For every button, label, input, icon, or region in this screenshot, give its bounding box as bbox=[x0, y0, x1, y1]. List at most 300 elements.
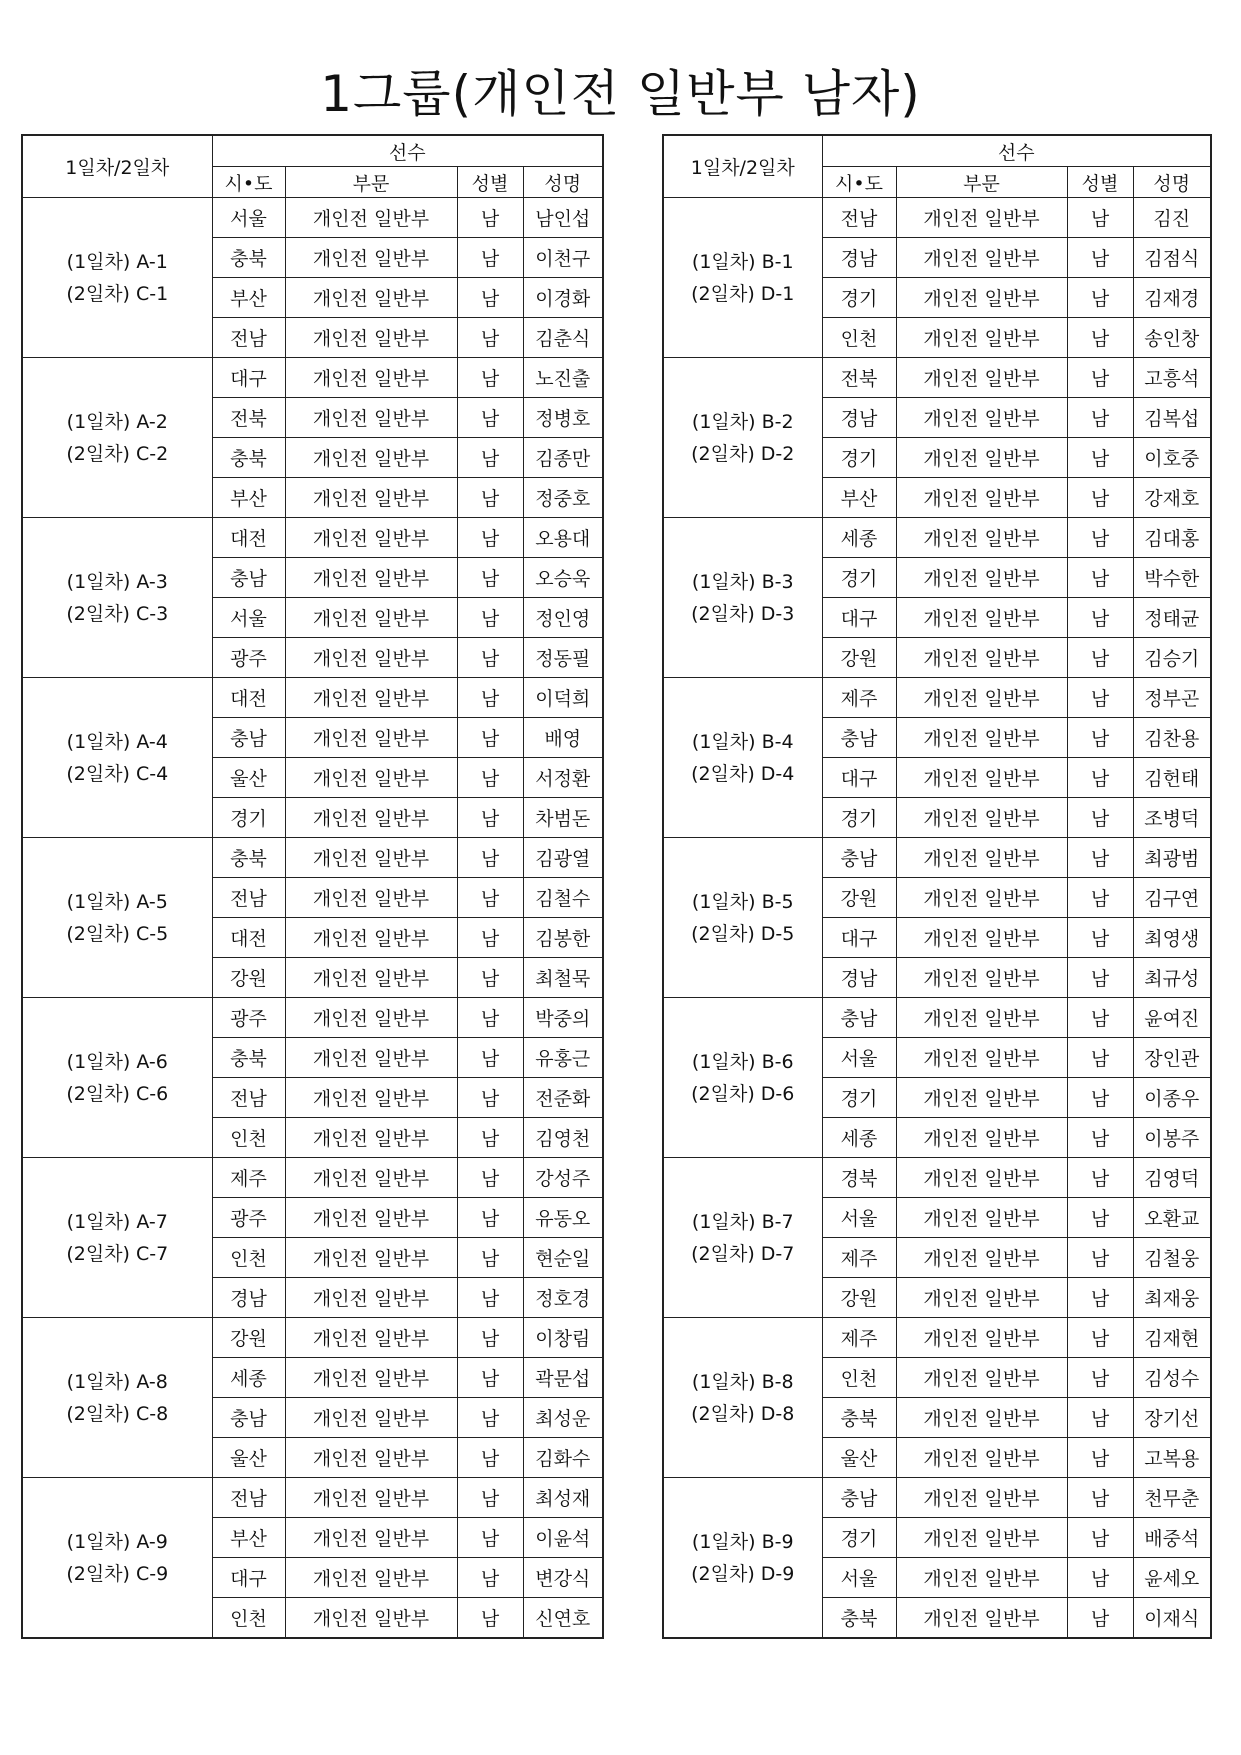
cell-gender: 남 bbox=[1067, 1278, 1133, 1318]
cell-name: 정병호 bbox=[523, 398, 603, 438]
day2-group-label: (2일차) D-9 bbox=[691, 1562, 795, 1585]
cell-name: 김광열 bbox=[523, 838, 603, 878]
cell-gender: 남 bbox=[457, 478, 523, 518]
cell-gender: 남 bbox=[457, 198, 523, 238]
cell-name: 최영생 bbox=[1133, 918, 1211, 958]
cell-region: 충남 bbox=[822, 718, 896, 758]
cell-division: 개인전 일반부 bbox=[285, 1438, 457, 1478]
cell-name: 차범돈 bbox=[523, 798, 603, 838]
match-group-cell bbox=[22, 678, 212, 838]
cell-gender: 남 bbox=[457, 318, 523, 358]
cell-region: 충남 bbox=[212, 718, 285, 758]
page-title: 1그룹(개인전 일반부 남자) bbox=[320, 65, 921, 123]
cell-name: 김춘식 bbox=[523, 318, 603, 358]
cell-gender: 남 bbox=[457, 958, 523, 998]
cell-region: 울산 bbox=[212, 1438, 285, 1478]
cell-division: 개인전 일반부 bbox=[896, 438, 1067, 478]
table-row bbox=[663, 998, 1211, 1038]
day1-group-label: (1일차) B-3 bbox=[691, 570, 794, 593]
cell-gender: 남 bbox=[457, 1078, 523, 1118]
cell-division: 개인전 일반부 bbox=[285, 278, 457, 318]
cell-region: 울산 bbox=[212, 758, 285, 798]
cell-region: 대구 bbox=[212, 1558, 285, 1598]
cell-gender: 남 bbox=[457, 438, 523, 478]
cell-gender: 남 bbox=[1067, 1038, 1133, 1078]
table-row bbox=[663, 1318, 1211, 1358]
cell-gender: 남 bbox=[457, 878, 523, 918]
cell-region: 서울 bbox=[822, 1198, 896, 1238]
header-player: 선수 bbox=[212, 135, 603, 167]
cell-division: 개인전 일반부 bbox=[896, 358, 1067, 398]
cell-region: 경기 bbox=[822, 1518, 896, 1558]
cell-gender: 남 bbox=[457, 1118, 523, 1158]
match-group-cell bbox=[22, 1318, 212, 1478]
cell-gender: 남 bbox=[457, 998, 523, 1038]
cell-division: 개인전 일반부 bbox=[285, 998, 457, 1038]
cell-division: 개인전 일반부 bbox=[896, 1198, 1067, 1238]
cell-gender: 남 bbox=[1067, 198, 1133, 238]
cell-gender: 남 bbox=[1067, 798, 1133, 838]
cell-gender: 남 bbox=[457, 1038, 523, 1078]
cell-region: 울산 bbox=[822, 1438, 896, 1478]
cell-name: 오환교 bbox=[1133, 1198, 1211, 1238]
cell-region: 경남 bbox=[822, 958, 896, 998]
cell-name: 김봉한 bbox=[523, 918, 603, 958]
table-row bbox=[22, 358, 603, 398]
cell-gender: 남 bbox=[1067, 838, 1133, 878]
cell-gender: 남 bbox=[457, 558, 523, 598]
day2-group-label: (2일차) C-6 bbox=[66, 1082, 169, 1105]
cell-name: 박수한 bbox=[1133, 558, 1211, 598]
cell-gender: 남 bbox=[1067, 478, 1133, 518]
cell-division: 개인전 일반부 bbox=[285, 1558, 457, 1598]
cell-name: 오승욱 bbox=[523, 558, 603, 598]
cell-gender: 남 bbox=[457, 758, 523, 798]
cell-gender: 남 bbox=[1067, 918, 1133, 958]
match-group-cell bbox=[22, 358, 212, 518]
match-group-cell bbox=[663, 1158, 822, 1318]
cell-gender: 남 bbox=[1067, 1238, 1133, 1278]
day1-group-label: (1일차) B-1 bbox=[691, 250, 794, 273]
day2-group-label: (2일차) C-5 bbox=[66, 922, 169, 945]
cell-name: 김찬용 bbox=[1133, 718, 1211, 758]
cell-name: 김헌태 bbox=[1133, 758, 1211, 798]
cell-division: 개인전 일반부 bbox=[285, 1158, 457, 1198]
day1-group-label: (1일차) B-7 bbox=[691, 1210, 794, 1233]
right-table-body bbox=[663, 198, 1211, 1639]
cell-region: 부산 bbox=[212, 478, 285, 518]
cell-division: 개인전 일반부 bbox=[896, 1558, 1067, 1598]
cell-division: 개인전 일반부 bbox=[896, 1518, 1067, 1558]
cell-gender: 남 bbox=[1067, 878, 1133, 918]
cell-region: 서울 bbox=[822, 1038, 896, 1078]
cell-region: 대구 bbox=[822, 758, 896, 798]
cell-region: 강원 bbox=[822, 1278, 896, 1318]
cell-division: 개인전 일반부 bbox=[285, 1398, 457, 1438]
day1-group-label: (1일차) B-8 bbox=[691, 1370, 794, 1393]
cell-name: 최규성 bbox=[1133, 958, 1211, 998]
header-division: 부문 bbox=[285, 167, 457, 198]
cell-gender: 남 bbox=[457, 1238, 523, 1278]
header-name: 성명 bbox=[1133, 167, 1211, 198]
cell-name: 장기선 bbox=[1133, 1398, 1211, 1438]
cell-name: 천무춘 bbox=[1133, 1478, 1211, 1518]
cell-division: 개인전 일반부 bbox=[285, 718, 457, 758]
cell-region: 인천 bbox=[822, 318, 896, 358]
right-roster-table bbox=[662, 134, 1212, 1639]
cell-gender: 남 bbox=[1067, 238, 1133, 278]
cell-division: 개인전 일반부 bbox=[896, 878, 1067, 918]
cell-region: 충남 bbox=[212, 558, 285, 598]
day2-group-label: (2일차) C-8 bbox=[66, 1402, 169, 1425]
cell-gender: 남 bbox=[1067, 318, 1133, 358]
day2-group-label: (2일차) D-5 bbox=[691, 922, 795, 945]
cell-gender: 남 bbox=[1067, 438, 1133, 478]
cell-division: 개인전 일반부 bbox=[285, 758, 457, 798]
cell-gender: 남 bbox=[457, 678, 523, 718]
cell-name: 이경화 bbox=[523, 278, 603, 318]
cell-name: 박중의 bbox=[523, 998, 603, 1038]
cell-name: 남인섭 bbox=[523, 198, 603, 238]
cell-name: 고복용 bbox=[1133, 1438, 1211, 1478]
cell-division: 개인전 일반부 bbox=[285, 838, 457, 878]
cell-division: 개인전 일반부 bbox=[896, 918, 1067, 958]
cell-name: 장인관 bbox=[1133, 1038, 1211, 1078]
match-group-cell bbox=[663, 518, 822, 678]
day2-group-label: (2일차) C-7 bbox=[66, 1242, 169, 1265]
cell-name: 이창림 bbox=[523, 1318, 603, 1358]
header-name: 성명 bbox=[523, 167, 603, 198]
cell-name: 최철묵 bbox=[523, 958, 603, 998]
cell-gender: 남 bbox=[1067, 958, 1133, 998]
cell-gender: 남 bbox=[457, 1598, 523, 1639]
table-row bbox=[663, 198, 1211, 238]
match-group-cell bbox=[22, 838, 212, 998]
cell-gender: 남 bbox=[457, 598, 523, 638]
cell-name: 정중호 bbox=[523, 478, 603, 518]
cell-name: 김진 bbox=[1133, 198, 1211, 238]
cell-gender: 남 bbox=[457, 1158, 523, 1198]
cell-region: 인천 bbox=[822, 1358, 896, 1398]
match-group-cell bbox=[22, 1478, 212, 1639]
match-group-cell bbox=[22, 198, 212, 358]
cell-gender: 남 bbox=[457, 718, 523, 758]
header-division: 부문 bbox=[896, 167, 1067, 198]
cell-gender: 남 bbox=[457, 1278, 523, 1318]
cell-region: 부산 bbox=[822, 478, 896, 518]
cell-division: 개인전 일반부 bbox=[896, 1598, 1067, 1639]
cell-region: 충북 bbox=[212, 438, 285, 478]
match-group-cell bbox=[22, 1158, 212, 1318]
cell-gender: 남 bbox=[457, 1558, 523, 1598]
table-row bbox=[22, 678, 603, 718]
cell-division: 개인전 일반부 bbox=[285, 1278, 457, 1318]
match-group-cell bbox=[663, 1318, 822, 1478]
cell-name: 김재경 bbox=[1133, 278, 1211, 318]
cell-division: 개인전 일반부 bbox=[896, 1438, 1067, 1478]
header-player: 선수 bbox=[822, 135, 1211, 167]
cell-name: 김철웅 bbox=[1133, 1238, 1211, 1278]
cell-division: 개인전 일반부 bbox=[285, 318, 457, 358]
cell-division: 개인전 일반부 bbox=[285, 1518, 457, 1558]
cell-division: 개인전 일반부 bbox=[285, 1038, 457, 1078]
day2-group-label: (2일차) C-9 bbox=[66, 1562, 169, 1585]
day1-group-label: (1일차) A-3 bbox=[66, 570, 168, 593]
cell-division: 개인전 일반부 bbox=[896, 1278, 1067, 1318]
cell-region: 광주 bbox=[212, 998, 285, 1038]
cell-division: 개인전 일반부 bbox=[285, 238, 457, 278]
cell-name: 이덕희 bbox=[523, 678, 603, 718]
cell-region: 충북 bbox=[212, 1038, 285, 1078]
day2-group-label: (2일차) D-3 bbox=[691, 602, 795, 625]
cell-gender: 남 bbox=[457, 358, 523, 398]
header-region: 시•도 bbox=[212, 167, 285, 198]
day1-group-label: (1일차) B-5 bbox=[691, 890, 794, 913]
cell-division: 개인전 일반부 bbox=[896, 838, 1067, 878]
table-row bbox=[663, 1478, 1211, 1518]
cell-name: 김승기 bbox=[1133, 638, 1211, 678]
cell-region: 경기 bbox=[822, 1078, 896, 1118]
cell-division: 개인전 일반부 bbox=[896, 798, 1067, 838]
cell-gender: 남 bbox=[1067, 1358, 1133, 1398]
cell-gender: 남 bbox=[1067, 278, 1133, 318]
cell-region: 서울 bbox=[822, 1558, 896, 1598]
cell-gender: 남 bbox=[1067, 598, 1133, 638]
cell-division: 개인전 일반부 bbox=[285, 1238, 457, 1278]
cell-region: 대구 bbox=[822, 598, 896, 638]
cell-division: 개인전 일반부 bbox=[285, 1478, 457, 1518]
cell-region: 제주 bbox=[822, 1318, 896, 1358]
header-gender: 성별 bbox=[1067, 167, 1133, 198]
cell-gender: 남 bbox=[1067, 398, 1133, 438]
match-group-cell bbox=[663, 998, 822, 1158]
header-region: 시•도 bbox=[822, 167, 896, 198]
cell-division: 개인전 일반부 bbox=[896, 758, 1067, 798]
cell-name: 최광범 bbox=[1133, 838, 1211, 878]
day1-group-label: (1일차) A-1 bbox=[66, 250, 168, 273]
cell-region: 경남 bbox=[822, 238, 896, 278]
cell-division: 개인전 일반부 bbox=[285, 478, 457, 518]
cell-gender: 남 bbox=[1067, 1478, 1133, 1518]
cell-region: 전북 bbox=[212, 398, 285, 438]
header-day: 1일차/2일차 bbox=[22, 135, 212, 198]
cell-name: 최성재 bbox=[523, 1478, 603, 1518]
cell-region: 제주 bbox=[822, 678, 896, 718]
cell-gender: 남 bbox=[1067, 678, 1133, 718]
cell-gender: 남 bbox=[1067, 558, 1133, 598]
cell-division: 개인전 일반부 bbox=[896, 598, 1067, 638]
cell-gender: 남 bbox=[1067, 1318, 1133, 1358]
cell-region: 경기 bbox=[822, 558, 896, 598]
cell-division: 개인전 일반부 bbox=[285, 798, 457, 838]
cell-region: 충북 bbox=[822, 1398, 896, 1438]
left-roster-table bbox=[21, 134, 604, 1639]
day1-group-label: (1일차) A-8 bbox=[66, 1370, 168, 1393]
cell-name: 배영 bbox=[523, 718, 603, 758]
cell-gender: 남 bbox=[1067, 718, 1133, 758]
table-row bbox=[22, 998, 603, 1038]
cell-division: 개인전 일반부 bbox=[285, 1358, 457, 1398]
cell-name: 서정환 bbox=[523, 758, 603, 798]
cell-gender: 남 bbox=[457, 238, 523, 278]
cell-gender: 남 bbox=[1067, 1198, 1133, 1238]
cell-division: 개인전 일반부 bbox=[896, 1358, 1067, 1398]
cell-region: 경기 bbox=[822, 438, 896, 478]
day1-group-label: (1일차) B-2 bbox=[691, 410, 794, 433]
cell-division: 개인전 일반부 bbox=[896, 998, 1067, 1038]
left-table-body bbox=[22, 198, 603, 1639]
day2-group-label: (2일차) D-7 bbox=[691, 1242, 795, 1265]
day1-group-label: (1일차) B-9 bbox=[691, 1530, 794, 1553]
cell-region: 부산 bbox=[212, 278, 285, 318]
cell-gender: 남 bbox=[457, 278, 523, 318]
cell-division: 개인전 일반부 bbox=[285, 1118, 457, 1158]
cell-name: 현순일 bbox=[523, 1238, 603, 1278]
cell-name: 이윤석 bbox=[523, 1518, 603, 1558]
match-group-cell bbox=[22, 998, 212, 1158]
cell-name: 신연호 bbox=[523, 1598, 603, 1639]
cell-division: 개인전 일반부 bbox=[896, 718, 1067, 758]
cell-name: 송인창 bbox=[1133, 318, 1211, 358]
cell-gender: 남 bbox=[457, 1438, 523, 1478]
cell-region: 충북 bbox=[212, 238, 285, 278]
cell-name: 오용대 bbox=[523, 518, 603, 558]
cell-division: 개인전 일반부 bbox=[285, 398, 457, 438]
cell-gender: 남 bbox=[1067, 1118, 1133, 1158]
cell-region: 세종 bbox=[822, 518, 896, 558]
cell-gender: 남 bbox=[1067, 1398, 1133, 1438]
cell-region: 인천 bbox=[212, 1118, 285, 1158]
cell-gender: 남 bbox=[457, 638, 523, 678]
cell-gender: 남 bbox=[1067, 638, 1133, 678]
day1-group-label: (1일차) A-4 bbox=[66, 730, 168, 753]
cell-name: 이천구 bbox=[523, 238, 603, 278]
day1-group-label: (1일차) A-5 bbox=[66, 890, 168, 913]
cell-name: 전준화 bbox=[523, 1078, 603, 1118]
cell-name: 김영천 bbox=[523, 1118, 603, 1158]
day2-group-label: (2일차) C-3 bbox=[66, 602, 169, 625]
cell-region: 세종 bbox=[212, 1358, 285, 1398]
cell-name: 이봉주 bbox=[1133, 1118, 1211, 1158]
day2-group-label: (2일차) C-2 bbox=[66, 442, 169, 465]
table-row bbox=[22, 838, 603, 878]
cell-division: 개인전 일반부 bbox=[896, 518, 1067, 558]
cell-division: 개인전 일반부 bbox=[896, 1078, 1067, 1118]
cell-gender: 남 bbox=[457, 398, 523, 438]
cell-name: 김화수 bbox=[523, 1438, 603, 1478]
cell-division: 개인전 일반부 bbox=[896, 678, 1067, 718]
cell-gender: 남 bbox=[1067, 1078, 1133, 1118]
cell-gender: 남 bbox=[457, 1198, 523, 1238]
cell-region: 경남 bbox=[212, 1278, 285, 1318]
cell-division: 개인전 일반부 bbox=[285, 198, 457, 238]
cell-division: 개인전 일반부 bbox=[896, 238, 1067, 278]
cell-name: 최재웅 bbox=[1133, 1278, 1211, 1318]
cell-region: 전남 bbox=[212, 318, 285, 358]
match-group-cell bbox=[663, 358, 822, 518]
match-group-cell bbox=[663, 838, 822, 998]
cell-division: 개인전 일반부 bbox=[285, 518, 457, 558]
cell-region: 전남 bbox=[212, 1478, 285, 1518]
cell-gender: 남 bbox=[1067, 358, 1133, 398]
cell-gender: 남 bbox=[1067, 998, 1133, 1038]
cell-name: 이종우 bbox=[1133, 1078, 1211, 1118]
cell-region: 강원 bbox=[822, 878, 896, 918]
cell-division: 개인전 일반부 bbox=[896, 478, 1067, 518]
cell-gender: 남 bbox=[457, 1518, 523, 1558]
cell-division: 개인전 일반부 bbox=[285, 1078, 457, 1118]
cell-division: 개인전 일반부 bbox=[285, 678, 457, 718]
cell-name: 김복섭 bbox=[1133, 398, 1211, 438]
table-row bbox=[22, 1158, 603, 1198]
cell-name: 이재식 bbox=[1133, 1598, 1211, 1639]
cell-name: 윤여진 bbox=[1133, 998, 1211, 1038]
cell-region: 충남 bbox=[822, 998, 896, 1038]
cell-name: 최성운 bbox=[523, 1398, 603, 1438]
cell-name: 정인영 bbox=[523, 598, 603, 638]
cell-gender: 남 bbox=[457, 1358, 523, 1398]
cell-division: 개인전 일반부 bbox=[896, 1158, 1067, 1198]
day2-group-label: (2일차) D-1 bbox=[691, 282, 795, 305]
cell-division: 개인전 일반부 bbox=[285, 1318, 457, 1358]
cell-name: 노진출 bbox=[523, 358, 603, 398]
cell-division: 개인전 일반부 bbox=[285, 1198, 457, 1238]
cell-division: 개인전 일반부 bbox=[285, 358, 457, 398]
cell-region: 경북 bbox=[822, 1158, 896, 1198]
cell-region: 경기 bbox=[822, 798, 896, 838]
day2-group-label: (2일차) D-2 bbox=[691, 442, 795, 465]
match-group-cell bbox=[663, 1478, 822, 1639]
cell-gender: 남 bbox=[1067, 758, 1133, 798]
cell-region: 강원 bbox=[212, 958, 285, 998]
cell-gender: 남 bbox=[457, 1398, 523, 1438]
match-group-cell bbox=[663, 198, 822, 358]
cell-division: 개인전 일반부 bbox=[285, 1598, 457, 1639]
table-row bbox=[663, 358, 1211, 398]
cell-region: 대구 bbox=[822, 918, 896, 958]
day1-group-label: (1일차) B-6 bbox=[691, 1050, 794, 1073]
cell-name: 김영덕 bbox=[1133, 1158, 1211, 1198]
cell-name: 김철수 bbox=[523, 878, 603, 918]
cell-region: 충남 bbox=[822, 1478, 896, 1518]
cell-region: 강원 bbox=[822, 638, 896, 678]
cell-name: 김구연 bbox=[1133, 878, 1211, 918]
cell-region: 강원 bbox=[212, 1318, 285, 1358]
cell-gender: 남 bbox=[457, 1318, 523, 1358]
cell-region: 제주 bbox=[822, 1238, 896, 1278]
cell-name: 김재현 bbox=[1133, 1318, 1211, 1358]
cell-region: 전남 bbox=[212, 1078, 285, 1118]
cell-region: 전남 bbox=[212, 878, 285, 918]
table-row bbox=[663, 678, 1211, 718]
cell-region: 대구 bbox=[212, 358, 285, 398]
cell-region: 인천 bbox=[212, 1238, 285, 1278]
cell-region: 충북 bbox=[212, 838, 285, 878]
day2-group-label: (2일차) C-4 bbox=[66, 762, 169, 785]
cell-division: 개인전 일반부 bbox=[896, 958, 1067, 998]
cell-gender: 남 bbox=[1067, 1518, 1133, 1558]
cell-region: 경기 bbox=[822, 278, 896, 318]
cell-division: 개인전 일반부 bbox=[896, 1398, 1067, 1438]
cell-region: 전남 bbox=[822, 198, 896, 238]
cell-division: 개인전 일반부 bbox=[285, 958, 457, 998]
day1-group-label: (1일차) B-4 bbox=[691, 730, 794, 753]
day2-group-label: (2일차) D-8 bbox=[691, 1402, 795, 1425]
cell-region: 대전 bbox=[212, 678, 285, 718]
table-row bbox=[22, 1478, 603, 1518]
cell-name: 강성주 bbox=[523, 1158, 603, 1198]
cell-name: 유동오 bbox=[523, 1198, 603, 1238]
